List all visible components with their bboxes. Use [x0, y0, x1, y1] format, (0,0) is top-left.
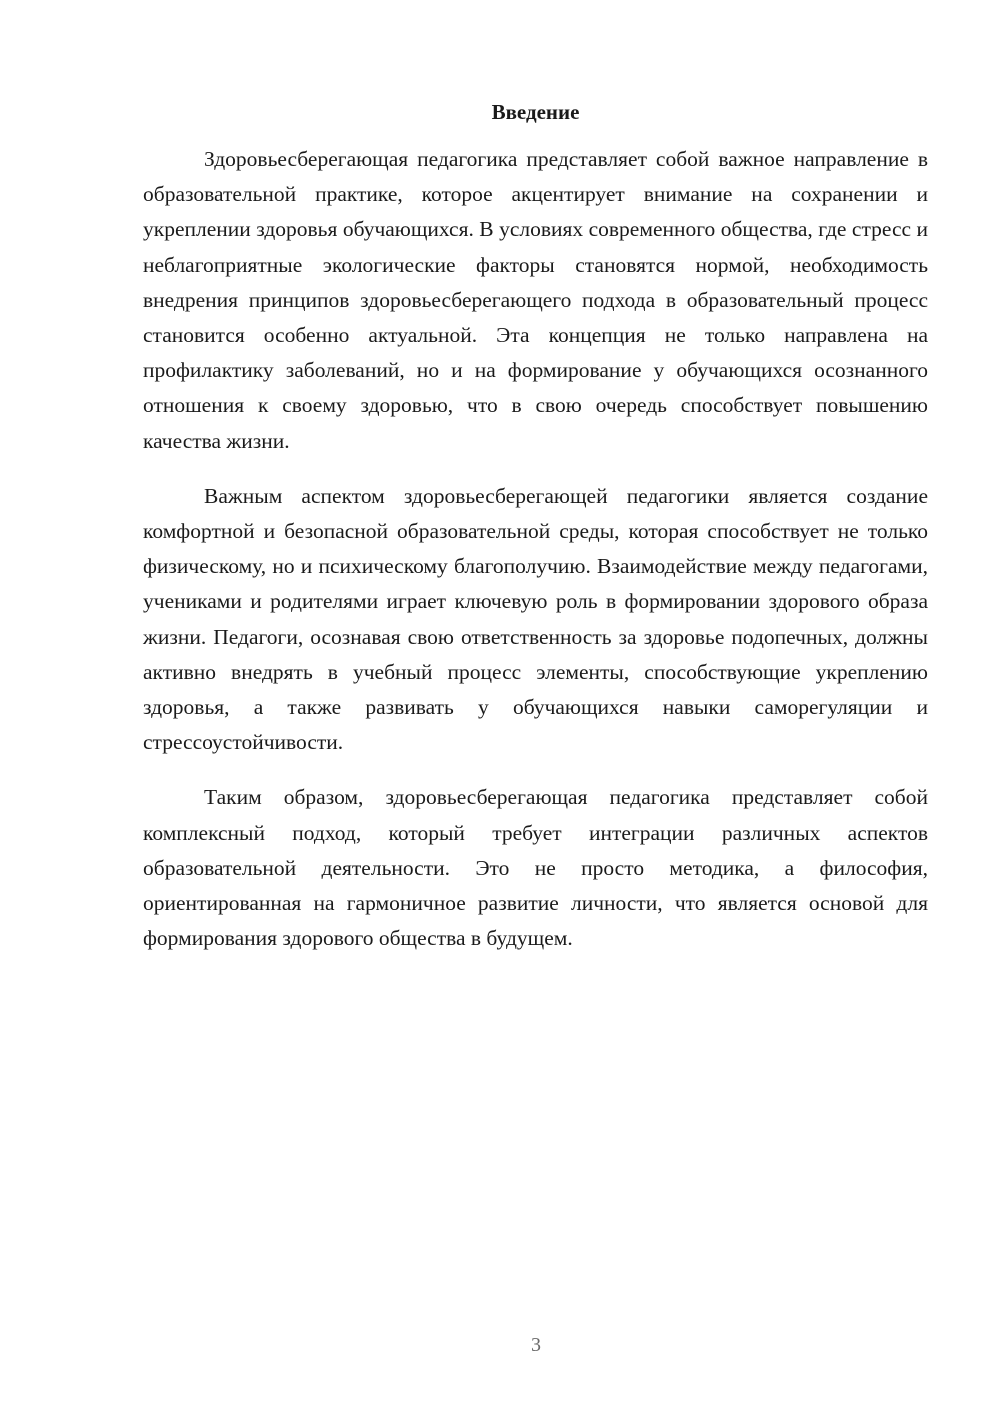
- page-number: 3: [531, 1334, 541, 1356]
- paragraph-3: Таким образом, здоровьесберегающая педагогика представляет собой комплексный подход, который требует интеграции различных аспектов образовательной деятельности. Это не просто методика, а философия, ориентированная на гармоничное развитие личности, что является основой для формирования здорового общества в будущем.: [143, 785, 928, 951]
- section-heading: Введение: [491, 100, 580, 124]
- paragraph-1: Здоровьесберегающая педагогика представляет собой важное направление в образовательной практике, которое акцентирует внимание на сохранении и укреплении здоровья обучающихся. В условиях современного общества, где стресс и неблагоприятные экологические факторы становятся нормой, необходимость внедрения принципов здоровьесберегающего подхода в образовательный процесс становится особенно актуальной. Эта концепция не только направлена на профилактику заболеваний, но и на формирование у обучающихся осознанного отношения к своему здоровью, что в свою очередь способствует повышению качества жизни.: [143, 147, 928, 453]
- page-content: [143, 96, 928, 976]
- paragraph-2: Важным аспектом здоровьесберегающей педагогики является создание комфортной и безопасной образовательной среды, которая способствует не только физическому, но и психическому благополучию. Взаимодействие между педагогами, учениками и родителями играет ключевую роль в формировании здорового образа жизни. Педагоги, осознавая свою ответственность за здоровье подопечных, должны активно внедрять в учебный процесс элементы, способствующие укреплению здоровья, а также развивать у обучающихся навыки саморегуляции и стрессоустойчивости.: [143, 483, 928, 755]
